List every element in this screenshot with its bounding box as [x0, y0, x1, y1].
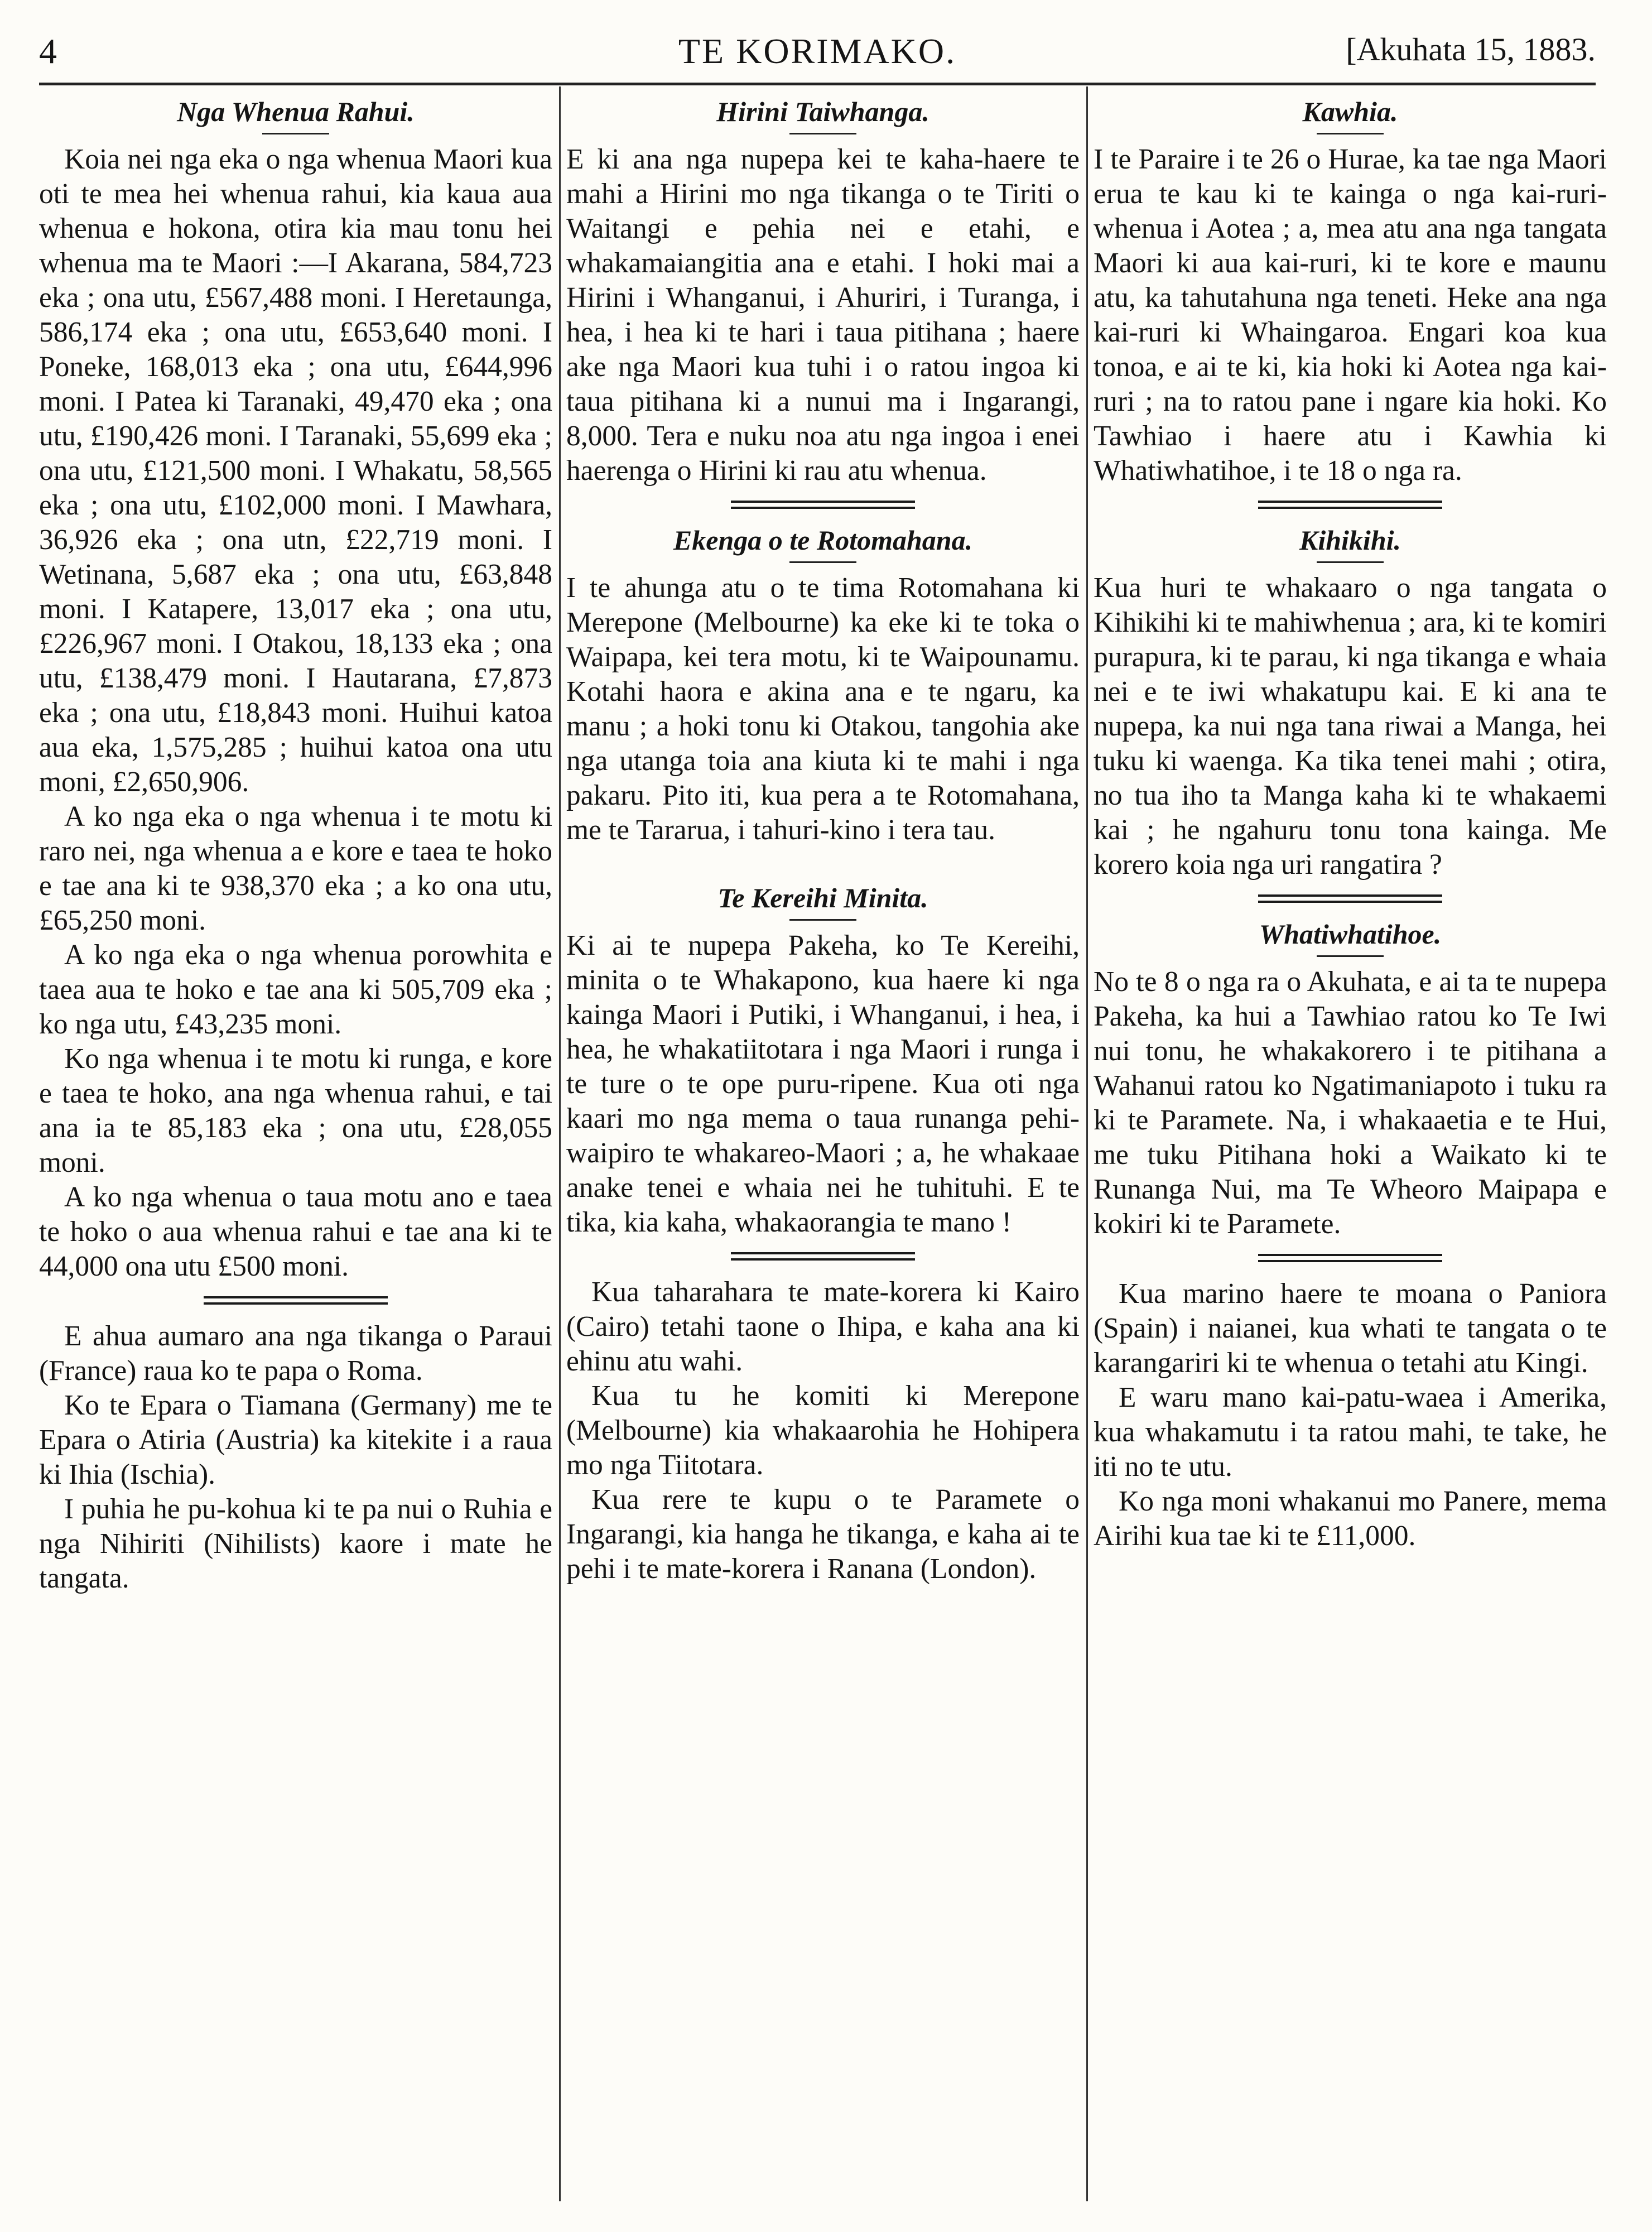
heading-rule: [1317, 561, 1384, 563]
heading-rule: [789, 561, 856, 563]
section-separator: [1258, 894, 1442, 903]
article-paragraph: Ko nga whenua i te motu ki runga, e kore e taea te hoko, ana nga whenua rahui, e tai ana ia te 85,183 eka ; ona utu, £28,055 moni.: [39, 1043, 552, 1178]
news-item: E waru mano kai-patu-waea i Amerika, kua whakamutu i ta ratou mahi, te take, he iti no te utu.: [1094, 1382, 1607, 1483]
news-item: Ko te Epara o Tiamana (Germany) me te Epara o Atiria (Austria) ka kitekite i a raua ki Ihia (Ischia).: [39, 1389, 552, 1490]
article-paragraph: A ko nga whenua o taua motu ano e taea te hoko o aua whenua rahui e tae ana ki te 44,000 ona utu £500 moni.: [39, 1181, 552, 1282]
heading-rule: [789, 919, 856, 921]
article-heading: Te Kereihi Minita.: [717, 882, 928, 913]
news-item: Kua rere te kupu o te Paramete o Ingarangi, kia hanga he tikanga, e kaha ai te pehi i te mate-korera i Ranana (London).: [566, 1484, 1080, 1585]
header-rule: [39, 83, 1596, 85]
article-paragraph: E ki ana nga nupepa kei te kaha-haere te mahi a Hirini mo nga tikanga o te Tiriti o Waitangi e pehia nei e etahi, e whakamaiangitia ana e etahi. I hoki mai a Hirini i Whanganui, i Ahuriri, i Turanga, i hea, i hea ki te hari i taua pitihana ; haere ake nga Maori kua tuhi i o ratou ingoa ki taua pitihana ki a nunui ma i Ingarangi, 8,000. Tera e nuku noa atu nga ingoa i enei haerenga o Hirini ki rau atu whenua.: [566, 143, 1080, 487]
newspaper-title: TE KORIMAKO.: [678, 31, 957, 71]
section-separator: [731, 1252, 915, 1261]
heading-rule: [1317, 955, 1384, 957]
news-item: Ko nga moni whakanui mo Panere, mema Airihi kua tae ki te £11,000.: [1094, 1485, 1607, 1552]
news-item: Kua tu he komiti ki Merepone (Melbourne) kia whakaarohia he Hohipera mo nga Tiitotara.: [566, 1380, 1080, 1481]
heading-rule: [1317, 133, 1384, 134]
news-item: E ahua aumaro ana nga tikanga o Paraui (France) raua ko te papa o Roma.: [39, 1320, 552, 1387]
news-item: I puhia he pu-kohua ki te pa nui o Ruhia e nga Nihiriti (Nihilists) kaore i mate he tangata.: [39, 1493, 552, 1594]
section-separator: [204, 1296, 388, 1305]
article-heading: Nga Whenua Rahui.: [177, 96, 415, 127]
article-heading: Hirini Taiwhanga.: [716, 96, 929, 127]
article-paragraph: Ki ai te nupepa Pakeha, ko Te Kereihi, minita o te Whakapono, kua haere ki nga kainga Maori i Putiki, i Whanganui, i hea, i hea, he whakatiitotara i nga Maori i runga i te ture o te ope puru-ripene. Kua oti nga kaari mo nga mema o taua runanga pehi-waipiro te whakareo-Maori ; a, he whakaae anake tenei e whaia nei he tuhituhi. E te tika, kia kaha, whakaorangia te mano !: [566, 930, 1080, 1238]
issue-date: [Akuhata 15, 1883.: [1346, 31, 1596, 68]
column-divider: [559, 86, 561, 2201]
article-paragraph: Koia nei nga eka o nga whenua Maori kua oti te mea hei whenua rahui, kia kaua aua whenua e hokona, otira kia mau tonu hei whenua ma te Maori :—I Akarana, 584,723 eka ; ona utu, £567,488 moni. I Heretaunga, 586,174 eka ; ona utu, £653,640 moni. I Poneke, 168,013 eka ; ona utu, £644,996 moni. I Patea ki Taranaki, 49,470 eka ; ona utu, £190,426 moni. I Taranaki, 55,699 eka ; ona utu, £121,500 moni. I Whakatu, 58,565 eka ; ona utu, £102,000 moni. I Mawhara, 36,926 eka ; ona utn, £22,719 moni. I Wetinana, 5,687 eka ; ona utu, £63,848 moni. I Katapere, 13,017 eka ; ona utu, £226,967 moni. I Otakou, 18,133 eka ; ona utu, £138,479 moni. I Hautarana, £7,873 eka ; ona utu, £18,843 moni. Huihui katoa aua eka, 1,575,285 ; huihui katoa ona utu moni, £2,650,906.: [39, 143, 552, 798]
column-3: [1094, 89, 1607, 2210]
column-1: [39, 89, 552, 2210]
article-paragraph: A ko nga eka o nga whenua i te motu ki raro nei, nga whenua a e kore e taea te hoko e tae ana ki te 938,370 eka ; a ko ona utu, £65,250 moni.: [39, 801, 552, 936]
news-item: Kua taharahara te mate-korera ki Kairo (Cairo) tetahi taone o Ihipa, e kaha ana ki ehinu atu wahi.: [566, 1276, 1080, 1377]
masthead: [39, 31, 1596, 75]
heading-rule: [789, 133, 856, 134]
section-separator: [1258, 501, 1442, 509]
section-separator: [731, 501, 915, 509]
page-number: 4: [39, 31, 57, 71]
article-heading: Kawhia.: [1302, 96, 1398, 127]
news-item: Kua marino haere te moana o Paniora (Spain) i naianei, kua whati te tangata o te karangariri ki te whenua o tetahi atu Kingi.: [1094, 1278, 1607, 1379]
article-heading: Kihikihi.: [1299, 525, 1401, 556]
article-paragraph: I te ahunga atu o te tima Rotomahana ki Merepone (Melbourne) ka eke ki te toka o Waipapa, kei tera motu, ki te Waipounamu. Kotahi haora e akina ana e te ngaru, ka manu ; a hoki tonu ki Otakou, tangohia ake nga utanga toia ana kiuta ki te mahi i nga pakaru. Pito iti, kua pera a te Rotomahana, me te Tararua, i tahuri-kino i tera tau.: [566, 572, 1080, 846]
article-heading: Whatiwhatihoe.: [1259, 918, 1442, 950]
column-divider: [1086, 86, 1088, 2201]
section-separator: [1258, 1254, 1442, 1262]
heading-rule: [262, 133, 329, 134]
article-heading: Ekenga o te Rotomahana.: [673, 525, 973, 556]
article-paragraph: A ko nga eka o nga whenua porowhita e taea aua te hoko e tae ana ki 505,709 eka ; ko nga utu, £43,235 moni.: [39, 939, 552, 1040]
article-paragraph: Kua huri te whakaaro o nga tangata o Kihikihi ki te mahiwhenua ; ara, ki te komiri purapura, ki te parau, ki nga tikanga e whaia nei e te iwi whakatupu kai. E ki ana te nupepa, ka nui nga tana riwai a Manga, hei tuku ki waenga. Ka tika tenei mahi ; otira, no tua iho ta Manga kaha ki te whakaemi kai ; he ngahuru tonu tona kainga. Me korero koia nga uri rangatira ?: [1094, 572, 1607, 881]
article-paragraph: I te Paraire i te 26 o Hurae, ka tae nga Maori erua te kau ki te kainga o nga kai-ruri-whenua i Aotea ; a, mea atu ana nga tangata Maori ki aua kai-ruri, ki te kore e maunu atu, ka tahutahuna nga teneti. Heke ana nga kai-ruri ki Whaingaroa. Engari koa kua tonoa, e ai te ki, kia hoki ki Aotea nga kai-ruri ; na to ratou pane i ngare kia hoki. Ko Tawhiao i haere atu i Kawhia ki Whatiwhatihoe, i te 18 o nga ra.: [1094, 143, 1607, 487]
column-2: [566, 89, 1080, 2210]
article-paragraph: No te 8 o nga ra o Akuhata, e ai ta te nupepa Pakeha, ka hui a Tawhiao ratou ko Te Iwi nui tonu, he whakakorero i te pitihana a Wahanui ratou ko Ngatimaniapoto i tuku ra ki te Paramete. Na, i whakaaetia e te Hui, me tuku Pitihana hoki a Waikato ki te Runanga Nui, ma Te Wheoro Maipapa e kokiri ki te Paramete.: [1094, 966, 1607, 1240]
